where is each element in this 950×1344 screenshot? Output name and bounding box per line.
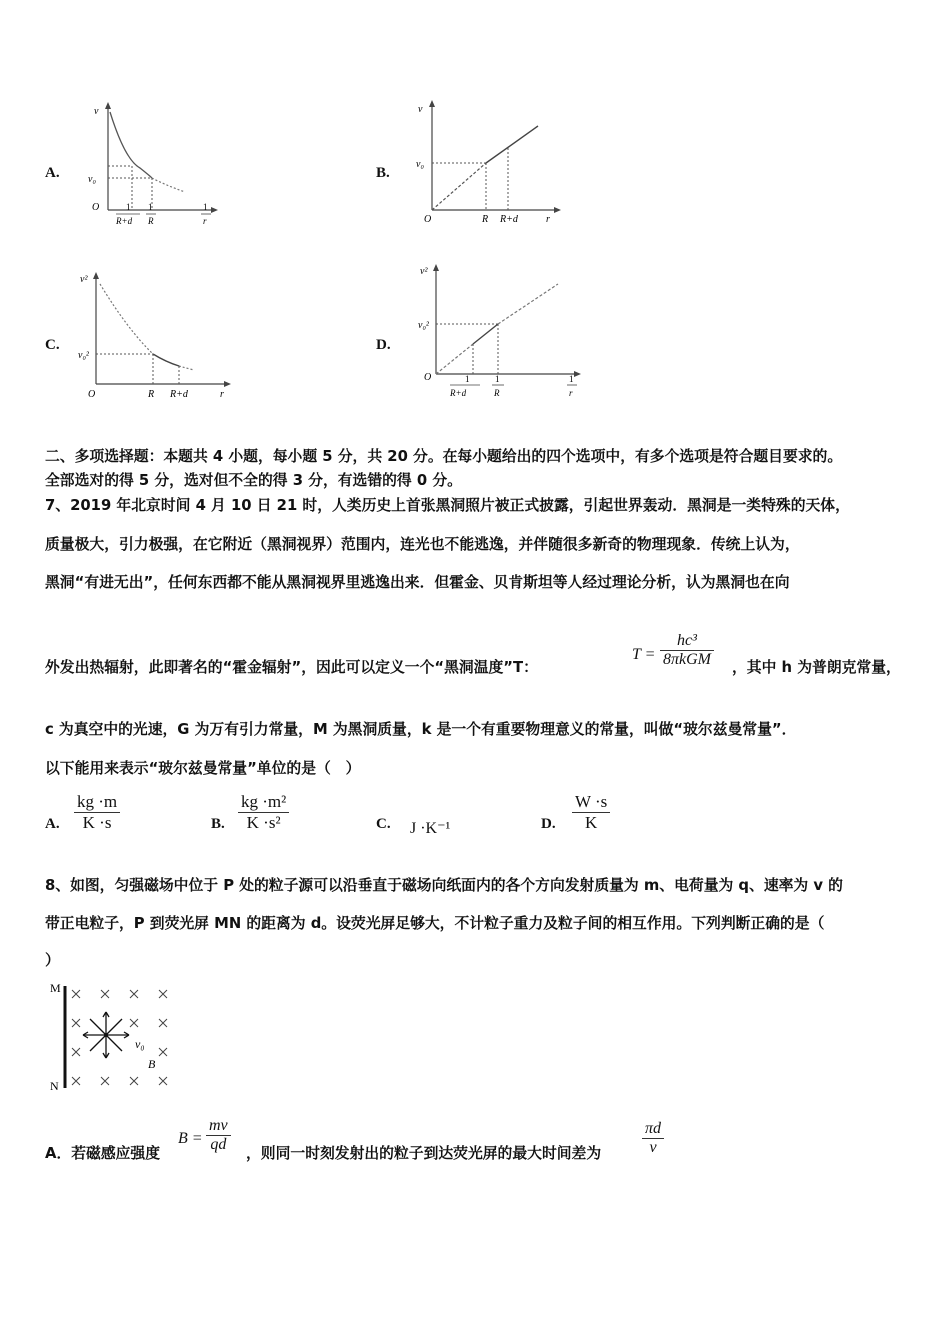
q7-formula-frac [660,632,714,669]
c-xtick-r: R [148,389,155,400]
a-xtick-den1: R+d [116,216,133,226]
q7-line3: 黑洞“有进无出”，任何东西都不能从黑洞视界里逃逸出来．但霍金、贝肯斯坦等人经过理论分析，认为黑洞也在向 [45,574,790,591]
q7-option-d-num: W ·s [575,792,608,811]
graph-d [418,262,588,404]
c-xaxis: r [220,389,224,400]
a-xaxis-num: 1 [203,202,208,212]
b-y-axis: v [418,104,423,115]
a-xtick-den2: R [148,216,154,226]
q8-option-a-frac1 [206,1117,231,1154]
q8-fig-n: N [50,1079,59,1093]
d-y-tick: v₀² [418,320,429,331]
b-xaxis: r [546,214,550,225]
d-xtick-den2: R [494,388,500,398]
q7-option-a[interactable] [74,792,120,833]
d-xtick-num1: 1 [465,374,470,384]
c-xtick-rd: R+d [170,389,188,400]
d-xaxis-num: 1 [569,374,574,384]
graph-b [410,98,570,228]
q7-option-b[interactable] [238,792,289,833]
q8-option-a-frac2-num: πd [645,1120,662,1137]
q7-option-d-den: K [572,812,610,833]
q8-option-a-den: qd [206,1135,231,1154]
b-origin: O [424,214,432,225]
q7-option-d[interactable] [572,792,610,833]
q7-option-b-den: K ·s² [238,812,289,833]
q7-option-b-label[interactable]: B. [211,816,225,832]
section2-line1: 二、多项选择题：本题共 4 小题，每小题 5 分，共 20 分。在每小题给出的四个选项中，有多个选项是符合题目要求的。 [45,448,843,465]
graph-a [80,100,230,230]
c-origin: O [88,389,96,400]
q8-option-a-mid: ，则同一时刻发射出的粒子到达荧光屏的最大时间差为 [246,1145,602,1162]
q7-formula-num: hc³ [677,632,697,649]
q8-option-a-frac2-den: v [642,1138,664,1157]
q7-option-b-num: kg ·m² [241,792,287,811]
section2-line2: 全部选对的得 5 分，选对但不全的得 3 分，有选错的得 0 分。 [45,472,462,489]
b-xtick-rd: R+d [500,214,518,225]
c-y-axis: v² [80,274,88,285]
q8-fig-b: B [148,1057,156,1071]
q7-option-a-label[interactable]: A. [45,816,60,832]
c-y-tick: v₀² [78,350,89,361]
d-xtick-den1: R+d [450,388,467,398]
q8-option-a-pre[interactable]: A．若磁感应强度 [45,1145,161,1162]
q7-line4-post: ，其中 h 为普朗克常量， [732,659,901,676]
d-y-axis: v² [420,266,428,277]
q7-option-c[interactable]: J ·K⁻¹ [410,820,451,837]
q7-formula-lhs: T = [632,646,656,663]
q7-line1: 7、2019 年北京时间 4 月 10 日 21 时，人类历史上首张黑洞照片被正式披露，引起世界轰动．黑洞是一类特殊的天体， [45,497,850,514]
option-c-label[interactable]: C. [45,337,60,353]
d-xtick-num2: 1 [495,374,500,384]
a-xtick-num2: 1 [148,202,153,212]
q7-option-a-num: kg ·m [77,792,118,811]
q8-fig-m: M [50,981,61,995]
d-origin: O [424,372,432,383]
q8-figure [48,978,183,1096]
b-y-tick: v₀ [416,159,424,170]
q8-line1: 8、如图，匀强磁场中位于 P 处的粒子源可以沿垂直于磁场向纸面内的各个方向发射质量为 m、电荷量为 q、速率为 v 的 [45,877,843,894]
q8-line3: ） [45,952,60,969]
graph-c [78,270,238,402]
q8-option-a-lhs: B = [178,1130,203,1147]
q8-line2: 带正电粒子，P 到荧光屏 MN 的距离为 d。设荧光屏足够大，不计粒子重力及粒子间的相互作用。下列判断正确的是（ [45,915,825,932]
a-y-tick: v₀ [88,174,96,185]
a-origin: O [92,202,100,213]
q7-formula-den: 8πkGM [660,650,714,669]
q7-line6: 以下能用来表示“玻尔兹曼常量”单位的是（ ） [45,760,361,777]
q7-option-a-den: K ·s [74,812,120,833]
q7-option-c-label[interactable]: C. [376,816,391,832]
a-xtick-num1: 1 [126,202,131,212]
option-a-label[interactable]: A. [45,165,60,181]
q8-fig-v0: v₀ [135,1037,145,1051]
q8-option-a-frac2 [642,1120,664,1157]
b-xtick-r: R [482,214,489,225]
a-xaxis-den: r [203,216,207,226]
option-b-label[interactable]: B. [376,165,390,181]
q7-line5: c 为真空中的光速，G 为万有引力常量，M 为黑洞质量，k 是一个有重要物理意义的常量，叫做“玻尔兹曼常量”． [45,721,797,738]
a-y-axis: v [94,106,99,117]
q7-option-d-label[interactable]: D. [541,816,556,832]
q7-line2: 质量极大，引力极强，在它附近（黑洞视界）范围内，连光也不能逃逸，并伴随很多新奇的物理现象．传统上认为， [45,536,800,553]
d-xaxis-den: r [569,388,573,398]
option-d-label[interactable]: D. [376,337,391,353]
q7-line4-pre: 外发出热辐射，此即著名的“霍金辐射”，因此可以定义一个“黑洞温度”T： [45,659,538,676]
q8-option-a-num: mv [209,1117,228,1134]
